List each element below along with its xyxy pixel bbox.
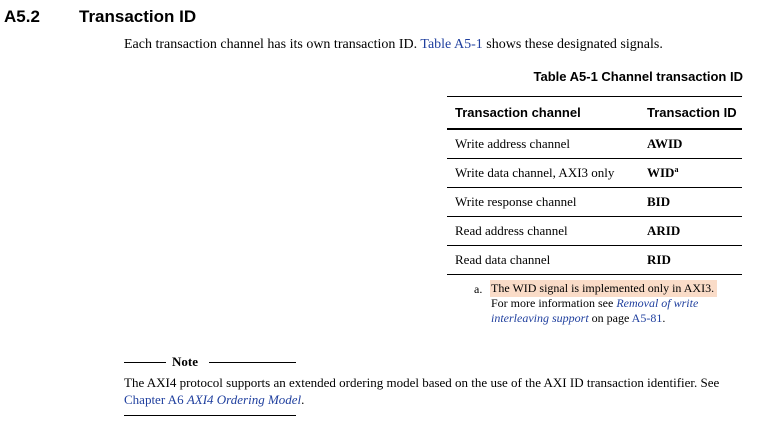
table-row <box>447 246 742 275</box>
cell-id <box>647 159 742 188</box>
page-link[interactable]: A5-81 <box>631 311 663 325</box>
cell-id-text: WID <box>647 165 675 180</box>
table-row <box>447 159 742 188</box>
channel-transaction-table <box>447 96 742 275</box>
note-rule-right <box>209 362 296 363</box>
table-row <box>447 217 742 246</box>
header-transaction-id: Transaction ID <box>647 97 742 130</box>
note-rule-bottom <box>124 415 296 416</box>
header-transaction-channel: Transaction channel <box>447 97 647 130</box>
footnote-mark: a. <box>474 282 483 296</box>
section-number: A5.2 <box>4 7 40 26</box>
table-header-row <box>447 97 742 130</box>
footnote-page-text: on page <box>588 311 632 325</box>
cell-id: AWID <box>647 129 742 159</box>
footnote-end: . <box>662 311 666 325</box>
removal-of-write-interleaving-link[interactable]: Removal of write interleaving support <box>491 296 699 325</box>
table-caption: Table A5-1 Channel transaction ID <box>533 69 743 84</box>
table-row <box>447 129 742 159</box>
footnote-ref[interactable]: a <box>674 165 679 174</box>
chapter-a6-link[interactable] <box>124 392 301 407</box>
cell-id: BID <box>647 188 742 217</box>
note-label: Note <box>172 354 198 369</box>
cell-channel: Read data channel <box>447 246 647 275</box>
cell-id: ARID <box>647 217 742 246</box>
cell-id: RID <box>647 246 742 275</box>
intro-text-end: shows these designated signals. <box>482 37 663 52</box>
note-text <box>124 374 749 408</box>
footnote-more-text: For more information see <box>491 296 617 310</box>
note-rule-left <box>124 362 166 363</box>
intro-paragraph <box>124 37 663 53</box>
cell-channel: Read address channel <box>447 217 647 246</box>
chapter-link-title: AXI4 Ordering Model <box>186 392 302 407</box>
cell-channel: Write response channel <box>447 188 647 217</box>
cell-channel: Write data channel, AXI3 only <box>447 159 647 188</box>
intro-text: Each transaction channel has its own transaction ID. <box>124 37 421 52</box>
note-body: The AXI4 protocol supports an extended ordering model based on the use of the AXI ID transaction identifier. See <box>124 375 720 390</box>
table-reference-link[interactable]: Table A5-1 <box>420 37 483 52</box>
footnote-more-info <box>491 296 731 326</box>
footnote-highlighted-text: The WID signal is implemented only in AXI3. <box>490 280 717 297</box>
cell-channel: Write address channel <box>447 129 647 159</box>
chapter-link-text: Chapter A6 <box>124 392 187 407</box>
table-row <box>447 188 742 217</box>
note-end: . <box>301 392 305 407</box>
section-title: Transaction ID <box>79 7 197 26</box>
